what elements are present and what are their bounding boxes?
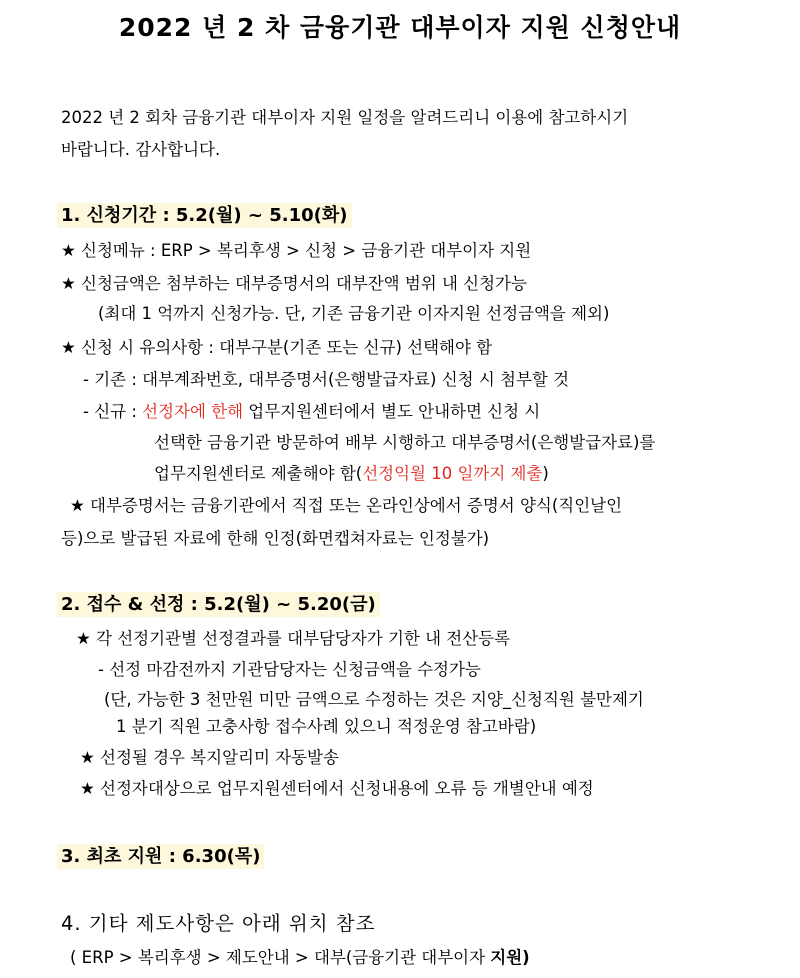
section2-item2: ★ 선정될 경우 복지알리미 자동발송 xyxy=(80,748,339,767)
section1-caution: ★ 신청 시 유의사항 : 대부구분(기존 또는 신규) 선택해야 함 xyxy=(61,338,493,357)
section2-item1-sub: - 선정 마감전까지 기관담당자는 신청금액을 수정가능 xyxy=(98,660,481,679)
section1-cert-line1: ★ 대부증명서는 금융기관에서 직접 또는 온라인상에서 증명서 양식(직인날인 xyxy=(70,496,623,515)
section1-new-line3-prefix: 업무지원센터로 제출해야 함( xyxy=(154,464,363,483)
section4-path xyxy=(70,944,530,968)
section1-new-prefix: - 신규 : xyxy=(83,402,143,421)
section1-new-line3-red: 선정익월 10 일까지 제출 xyxy=(362,464,543,483)
section1-new-rest: 업무지원센터에서 별도 안내하면 신청 시 xyxy=(248,402,541,421)
section1-heading-row xyxy=(57,201,352,227)
section2-heading-row xyxy=(57,590,380,616)
section1-new-line2: 선택한 금융기관 방문하여 배부 시행하고 대부증명서(은행발급자료)를 xyxy=(154,433,656,452)
section1-new-line3-suffix: ) xyxy=(542,464,549,483)
section2-item1-note2: 1 분기 직원 고충사항 접수사례 있으니 적정운영 참고바람) xyxy=(116,717,537,736)
section1-menu: ★ 신청메뉴 : ERP > 복리후생 > 신청 > 금융기관 대부이자 지원 xyxy=(61,241,532,260)
section2-item1: ★ 각 선정기관별 선정결과를 대부담당자가 기한 내 전산등록 xyxy=(76,629,511,648)
section1-new xyxy=(83,398,540,422)
section3-heading: 3. 최초 지원 : 6.30(목) xyxy=(57,844,264,869)
section1-existing: - 기존 : 대부계좌번호, 대부증명서(은행발급자료) 신청 시 첨부할 것 xyxy=(83,370,570,389)
section2-heading: 2. 접수 & 선정 : 5.2(월) ~ 5.20(금) xyxy=(57,592,380,617)
intro-line-1: 2022 년 2 회차 금융기관 대부이자 지원 일정을 알려드리니 이용에 참고하시기 xyxy=(61,108,629,127)
section2-item3: ★ 선정자대상으로 업무지원센터에서 신청내용에 오류 등 개별안내 예정 xyxy=(80,779,594,798)
section1-new-line3 xyxy=(154,460,549,484)
section1-amount-note: (최대 1 억까지 신청가능. 단, 기존 금융기관 이자지원 선정금액을 제외) xyxy=(98,304,610,323)
intro-line-2: 바랍니다. 감사합니다. xyxy=(61,140,221,159)
section4-heading: 4. 기타 제도사항은 아래 위치 참조 xyxy=(61,912,376,935)
section4-path-prefix: ( ERP > 복리후생 > 제도안내 > 대부(금융기관 대부이자 xyxy=(70,948,491,967)
section1-amount: ★ 신청금액은 첨부하는 대부증명서의 대부잔액 범위 내 신청가능 xyxy=(61,274,527,293)
document-title: 2022 년 2 차 금융기관 대부이자 지원 신청안내 xyxy=(118,13,682,42)
section4-path-bold: 지원) xyxy=(490,948,530,967)
section1-new-red: 선정자에 한해 xyxy=(142,402,244,421)
section1-heading: 1. 신청기간 : 5.2(월) ~ 5.10(화) xyxy=(57,203,352,228)
section3-heading-row xyxy=(57,842,264,868)
section1-cert-line2: 등)으로 발급된 자료에 한해 인정(화면캡쳐자료는 인정불가) xyxy=(61,529,490,548)
section2-item1-note1: (단, 가능한 3 천만원 미만 금액으로 수정하는 것은 지양_신청직원 불만제기 xyxy=(104,690,644,709)
